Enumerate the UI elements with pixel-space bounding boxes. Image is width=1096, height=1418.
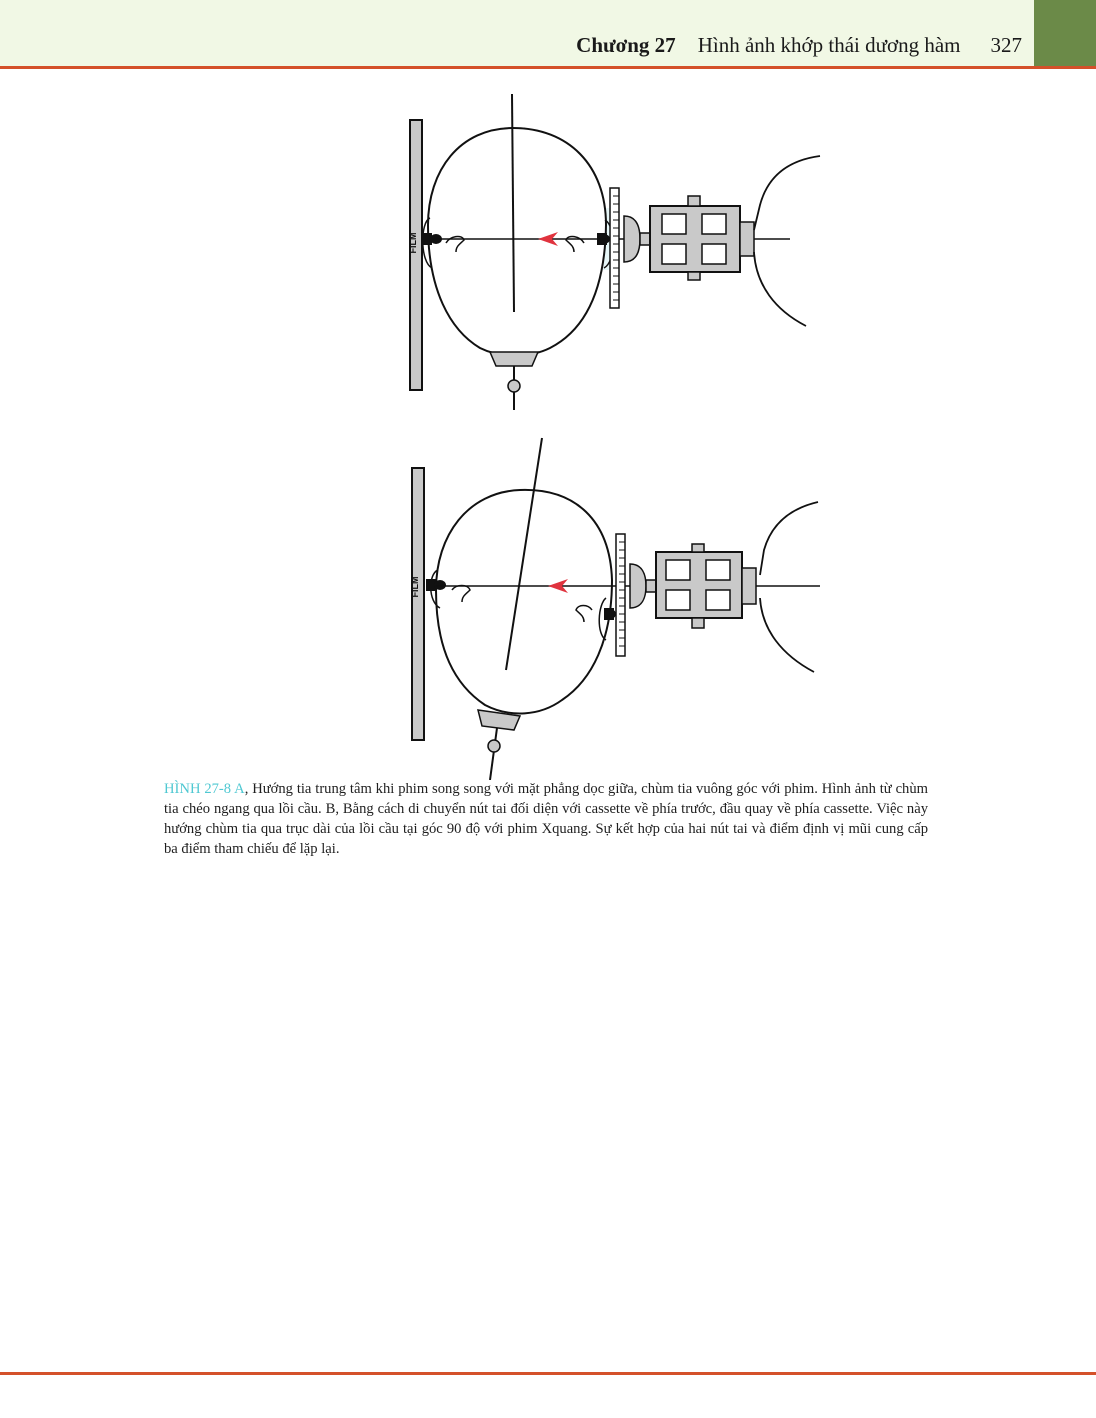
head-outline-a [428, 128, 606, 356]
nasion-rest-a [490, 352, 538, 366]
page-number: 327 [990, 33, 1022, 57]
chapter-label: Chương 27 [576, 33, 676, 57]
cone-b [630, 564, 646, 608]
nasion-knob-a [508, 380, 520, 392]
film-cassette-b [412, 468, 424, 740]
footer-rule [0, 1372, 1096, 1375]
cone-a [624, 216, 640, 262]
figure-label: HÌNH 27-8 A [164, 781, 245, 797]
chapter-title: Hình ảnh khớp thái dương hàm [697, 33, 961, 57]
operator-outline-a [754, 156, 820, 230]
figure-caption [164, 779, 928, 859]
operator-outline-b [760, 502, 818, 575]
panel-b [410, 438, 820, 780]
panel-a [408, 94, 820, 410]
film-cassette-a [410, 120, 422, 390]
film-label-a: FILM [408, 232, 418, 254]
ruler-a [610, 188, 619, 308]
nasion-knob-b [488, 740, 500, 752]
caption-text: , Hướng tia trung tâm khi phim song song với mặt phẳng dọc giữa, chùm tia vuông góc với phim. Hình ảnh từ chùm tia chéo ngang qua lồi cầu. B, Bằng cách di chuyển nút tai đối diện với cassette về phía trước, đầu quay về phía cassette. Việc này hướng chùm tia qua trục dài của lồi cầu tại góc 90 độ với phim Xquang. Sự kết hợp của hai nút tai và điểm định vị mũi cung cấp ba điểm tham chiếu để lặp lại. [164, 781, 928, 857]
film-label-b: FILM [410, 576, 420, 598]
